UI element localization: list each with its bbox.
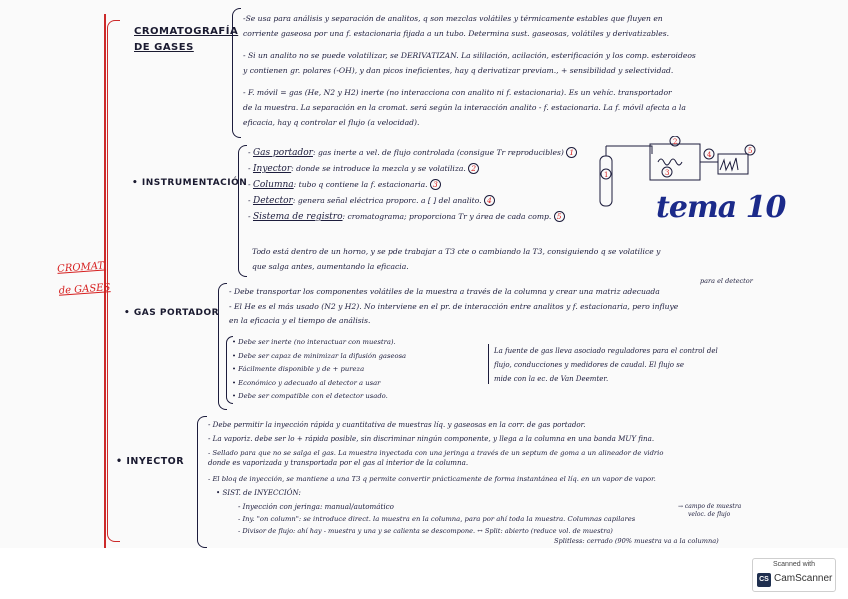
instr-num-3: 4 [484, 195, 495, 206]
crom-line-5: de la muestra. La separación en la cromat. será según la interacción analito - f. estacionaria. La f. móvil afecta a la [243, 103, 686, 112]
iny-arrow-line1: → campo de muestra [678, 503, 742, 510]
iny-line-3: donde es vaporizada y transportada por el gas al interior de la columna. [208, 458, 469, 467]
instr-note-line2: que salga antes, aumentando la eficacia. [252, 262, 409, 271]
gp-box-line-0: La fuente de gas lleva asociado reguladores para el control del [494, 347, 718, 355]
cromatografia-brace [232, 8, 241, 138]
instr-item-inyector: - Inyector: donde se introduce la mezcla y se volatiliza. 2 [248, 164, 577, 174]
margin-label [57, 255, 112, 303]
section-title-cromatografia [134, 24, 238, 56]
diagram-num-2: 2 [673, 138, 678, 146]
gp-box-line-1: flujo, conducciones y medidores de caudal. El flujo se [494, 361, 684, 369]
iny-arrow-line2: veloc. de flujo [688, 511, 731, 518]
gp-check-2: • Fácilmente disponible y de + pureza [232, 365, 365, 373]
iny-line-9: Splitless: cerrado (90% muestra va a la columna) [554, 537, 719, 545]
instr-note-line1: Todo está dentro de un horno, y se pde trabajar a T3 cte o cambiando la T3, consiguiendo q se volatilice y [252, 247, 661, 256]
diagram-num-3: 3 [665, 169, 670, 177]
section-title-gas-portador: • GAS PORTADOR [124, 308, 220, 318]
watermark-name: CamScanner [774, 573, 833, 584]
gp-check-3: • Económico y adecuado al detector a usar [232, 378, 381, 387]
gas-cylinder-icon [600, 156, 612, 206]
crom-line-2: - Si un analito no se puede volatilizar, se DERIVATIZAN. La sililación, acilación, esterificación y los comp. esteroideos [243, 51, 696, 60]
iny-line-8: - Divisor de flujo: ahí hay - muestra y una y se calienta se descompone. ↔ Split: abierto (reduce vol. de muestra) [238, 527, 613, 535]
instrumentacion-brace [238, 145, 247, 277]
instr-num-2: 3 [430, 179, 441, 190]
gp-line-0: - Debe transportar los componentes volátiles de la muestra a través de la columna y crear una matriz adecuada [229, 287, 660, 296]
instr-desc-4: : cromatograma; proporciona Tr y área de cada comp. [342, 212, 552, 221]
iny-line-4: - El bloq de inyección, se mantiene a una T3 q permite convertir prácticamente de forma instantánea el líq. en un vapor de vapor. [208, 475, 656, 483]
diagram-num-1: 1 [604, 171, 609, 179]
tema-label: tema 10 [656, 190, 786, 225]
gp-check-1-text: Debe ser capaz de minimizar la difusión gaseosa [238, 351, 407, 360]
iny-line-0: - Debe permitir la inyección rápida y cuantitativa de muestras líq. y gaseosas en la corr. de gas portador. [208, 420, 586, 429]
gas-portador-side-note: para el detector [700, 277, 753, 285]
diagram-num-4: 4 [707, 151, 712, 159]
gas-portador-text [229, 287, 678, 326]
iny-line-7: - Iny. "on column": se introduce direct. la muestra en la columna, para por ahí toda la muestra. Columnas capilares [238, 515, 636, 523]
crom-line-3: y contienen gr. polares (-OH), y dan picos ineficientes, hay q derivatizar previam., + sensibilidad y selectividad. [243, 66, 674, 75]
iny-line-5: • SIST. de INYECCIÓN: [216, 488, 301, 497]
gp-check-2-text: Fácilmente disponible y de + pureza [238, 365, 365, 373]
oven-icon [650, 144, 700, 180]
instr-term-1: Inyector [252, 164, 292, 174]
instr-num-1: 2 [468, 163, 479, 174]
crom-line-4: - F. móvil = gas (He, N2 y H2) inerte (no interacciona con analito ni f. estacionaria). Es un vehíc. transportador [243, 88, 672, 97]
column-coil-icon [658, 159, 682, 165]
margin-label-line2: de GASES [58, 282, 111, 297]
inyector-brace [197, 416, 207, 548]
inyector-text [208, 420, 719, 546]
instr-num-0: 1 [566, 147, 577, 158]
instr-term-2: Columna [252, 180, 294, 190]
crom-line-0: -Se usa para análisis y separación de analitos, q son mezclas volátiles y térmicamente estables que fluyen en [243, 14, 663, 23]
chromatogram-icon [720, 158, 738, 170]
margin-label-line1: CROMAT. [56, 260, 107, 275]
gas-portador-box [494, 344, 718, 386]
instr-item-detector: - Detector: genera señal eléctrica proporc. a [ ] del analito. 4 [248, 196, 577, 206]
instr-item-columna: - Columna: tubo q contiene la f. estacionaria. 3 [248, 180, 577, 190]
gp-line-2: en la eficacia y el tiempo de análisis. [229, 316, 371, 325]
section-title-inyector: • INYECTOR [116, 456, 185, 467]
instrumentacion-list [248, 148, 577, 222]
iny-line-2: - Sellado para que no se salga el gas. La muestra inyectada con una jeringa a través de un septum de goma a un alineador de vidrio [208, 449, 664, 457]
watermark-top-text: Scanned with [772, 561, 816, 568]
gas-portador-checks [232, 336, 406, 404]
gp-check-3-text: Económico y adecuado al detector a usar [238, 378, 381, 387]
gp-check-4-text: Debe ser compatible con el detector usado. [238, 392, 388, 400]
instr-desc-3: : genera señal eléctrica proporc. a [ ] del analito. [292, 196, 482, 205]
instr-desc-0: : gas inerte a vel. de flujo controlada (consigue Tr reproducibles) [312, 148, 564, 157]
instr-item-gas: - Gas portador: gas inerte a vel. de flujo controlada (consigue Tr reproducibles) 1 [248, 148, 577, 158]
instrumentacion-note [252, 247, 660, 272]
cromatografia-title-line1: CROMATOGRAFÍA [134, 26, 239, 37]
section-title-instrumentacion: • INSTRUMENTACIÓN [132, 178, 248, 188]
crom-line-6: eficacia, hay q controlar el flujo (a velocidad). [243, 118, 420, 127]
inyector-arrow-note [678, 503, 741, 519]
gp-line-1: - El He es el más usado (N2 y H2). No interviene en el pr. de interacción entre analitos y f. estacionaria, pero influye [229, 302, 679, 311]
instr-num-4: 5 [554, 211, 565, 222]
crom-line-1: corriente gaseosa por una f. estacionaria fijada a un tubo. Determina sust. gaseosas, volátiles y derivatizables. [243, 29, 670, 38]
gp-check-4: • Debe ser compatible con el detector usado. [232, 392, 388, 400]
instr-desc-1: : donde se introduce la mezcla y se volatiliza. [291, 164, 466, 173]
instr-desc-2: : tubo q contiene la f. estacionaria. [293, 180, 428, 189]
cromatografia-title-line2: DE GASES [134, 42, 194, 53]
camscanner-logo-icon: CS [757, 573, 771, 587]
instr-term-0: Gas portador [252, 148, 313, 158]
iny-line-1: - La vaporiz. debe ser lo + rápida posible, sin discriminar ningún componente, y llega a la columna en una banda MUY fina. [208, 434, 655, 443]
instr-term-3: Detector [252, 196, 293, 206]
gp-check-1: • Debe ser capaz de minimizar la difusión gaseosa [232, 351, 407, 360]
gp-box-line-2: mide con la ec. de Van Deemter. [494, 375, 609, 383]
diagram-num-5: 5 [748, 147, 753, 155]
iny-line-6: - Inyección con jeringa: manual/automático [238, 502, 394, 511]
instr-item-registro: - Sistema de registro: cromatograma; proporciona Tr y área de cada comp. 5 [248, 212, 577, 222]
gp-check-0-text: Debe ser inerte (no interactuar con muestra). [238, 338, 396, 346]
gas-portador-box-bar [488, 344, 489, 384]
camscanner-watermark [752, 558, 836, 592]
instr-term-4: Sistema de registro [252, 212, 343, 222]
gp-check-0: • Debe ser inerte (no interactuar con muestra). [232, 338, 396, 346]
cromatografia-text [243, 14, 696, 128]
